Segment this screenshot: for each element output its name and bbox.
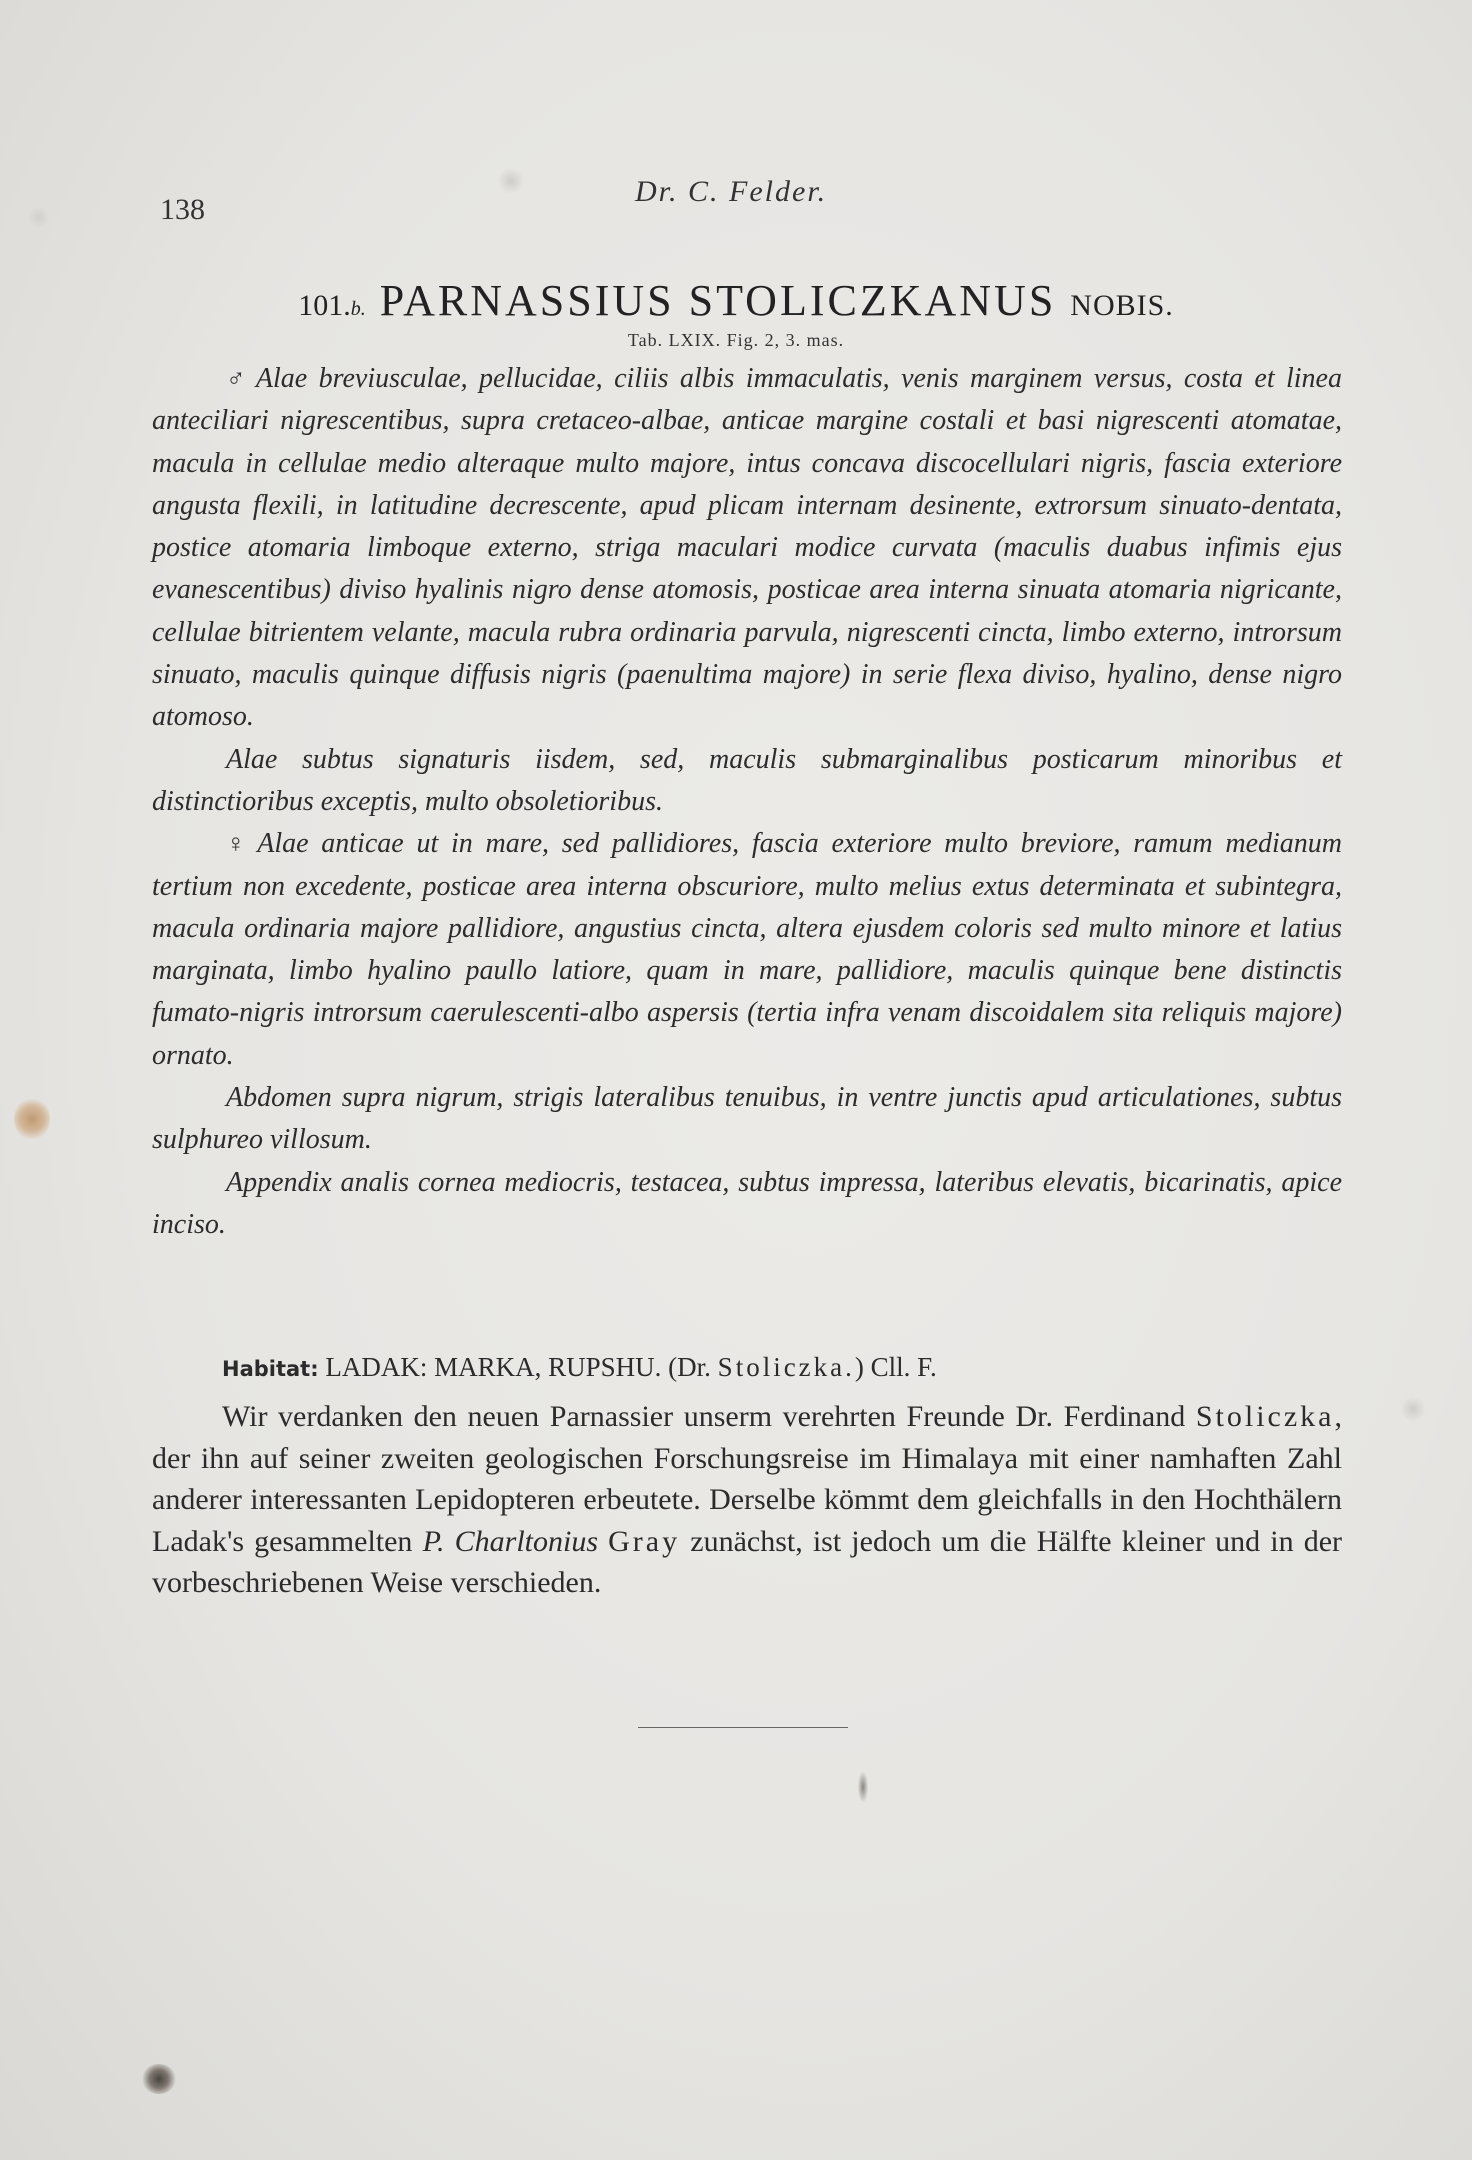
end-rule <box>638 1727 848 1728</box>
species-author: NOBIS. <box>1070 289 1174 322</box>
habitat-localities: LADAK: MARKA, RUPSHU. <box>325 1352 662 1382</box>
collector-name: Stoliczka. <box>717 1352 855 1382</box>
habitat-line <box>222 1352 1342 1383</box>
underside-description: Alae subtus signaturis iisdem, sed, maculis submarginalibus posticarum minoribus et distinctioribus exceptis, multo obsoletioribus. <box>152 743 1342 817</box>
habitat-label: Habitat: <box>222 1357 319 1381</box>
foxing-spot <box>858 1772 868 1802</box>
running-head: Dr. C. Felder. <box>635 175 828 208</box>
page-number: 138 <box>160 193 205 226</box>
collector-prefix: (Dr. <box>668 1352 711 1382</box>
german-text-1: Wir verdanken den neuen Parnassier unserm verehrten Freunde Dr. Ferdinand <box>222 1400 1186 1433</box>
collector-suffix: ) <box>854 1352 864 1382</box>
male-description-text: Alae breviusculae, pellucidae, ciliis albis immaculatis, venis marginem versus, costa et linea anteciliari nigrescentibus, supra cretaceo-albae, anticae margine costali et basi nigrescenti atomatae, macula in cellulae medio alteraque multo majore, intus concava discocellulari nigris, fascia exteriore angusta flexili, in latitudine decrescente, apud plicam internam desinente, extrorsum sinuato-dentata, postice atomaria limboque externo, striga maculari modice curvata (maculis duabus infimis ejus evanescentibus) diviso hyalinis nigro dense atomosis, posticae area interna sinuata atomaria nigricante, cellulae bitrientem velante, macula rubra ordinaria parvula, nigrescenti cincta, limbo externo, introrsum sinuato, maculis quinque diffusis nigris (paenultima majore) in serie flexa diviso, hyalino, dense nigro atomoso. <box>152 363 1342 733</box>
female-description <box>152 823 1342 1077</box>
female-symbol-icon: ♀ <box>226 829 252 859</box>
foxing-spot <box>142 2064 176 2094</box>
foxing-spot <box>28 206 50 228</box>
species-number-suffix: b. <box>350 298 366 320</box>
abdomen-description: Abdomen supra nigrum, strigis lateralibus tenuibus, in ventre junctis apud articulationes, subtus sulphureo villosum. <box>152 1082 1342 1156</box>
foxing-spot <box>1400 1396 1426 1422</box>
german-remarks <box>152 1396 1342 1604</box>
author-name-gray: Gray <box>608 1524 681 1558</box>
male-description <box>152 358 1342 739</box>
foxing-spot <box>14 1098 50 1140</box>
species-number: 101. <box>298 289 351 322</box>
male-symbol-icon: ♂ <box>226 364 250 393</box>
german-paragraph <box>152 1396 1342 1604</box>
collection-abbrev: Cll. F. <box>870 1352 937 1382</box>
species-title <box>0 275 1472 326</box>
latin-description <box>152 358 1342 1246</box>
female-description-text: Alae anticae ut in mare, sed pallidiores, fascia exteriore multo breviore, ramum medianum tertium non excedente, posticae area interna obscuriore, multo melius extus determinata et subintegra, macula ordinaria majore pallidiore, angustius cincta, altera ejusdem coloris sed multo minore et latius marginata, limbo hyalino paullo latiore, quam in mare, pallidiore, maculis quinque bene distinctis fumato-nigris introrsum caerulescenti-albo aspersis (tertia infra venam discoidalem sita reliquis majore) ornato. <box>152 828 1342 1071</box>
species-name: PARNASSIUS STOLICZKANUS <box>379 276 1057 325</box>
plate-reference: Tab. LXIX. Fig. 2, 3. mas. <box>627 330 845 350</box>
species-reference: P. Charltonius <box>422 1524 599 1558</box>
appendix-description: Appendix analis cornea mediocris, testacea, subtus impressa, lateribus elevatis, bicarinatis, apice inciso. <box>152 1166 1342 1240</box>
person-name-stoliczka: Stoliczka <box>1195 1400 1335 1433</box>
page-header <box>160 175 1340 235</box>
german-text-2: , der ihn auf seiner zweiten geologischen Forschungsreise im Himalaya mit einer namhaften Zahl anderer interessanten Lepidopteren erbeutete. Derselbe kömmt dem gleichfalls in den Hochthälern Ladak's gesammelten <box>152 1400 1342 1558</box>
german-text-3: zunächst, ist jedoch um die Hälfte kleiner und in der vorbeschriebenen Weise verschieden. <box>152 1524 1343 1599</box>
